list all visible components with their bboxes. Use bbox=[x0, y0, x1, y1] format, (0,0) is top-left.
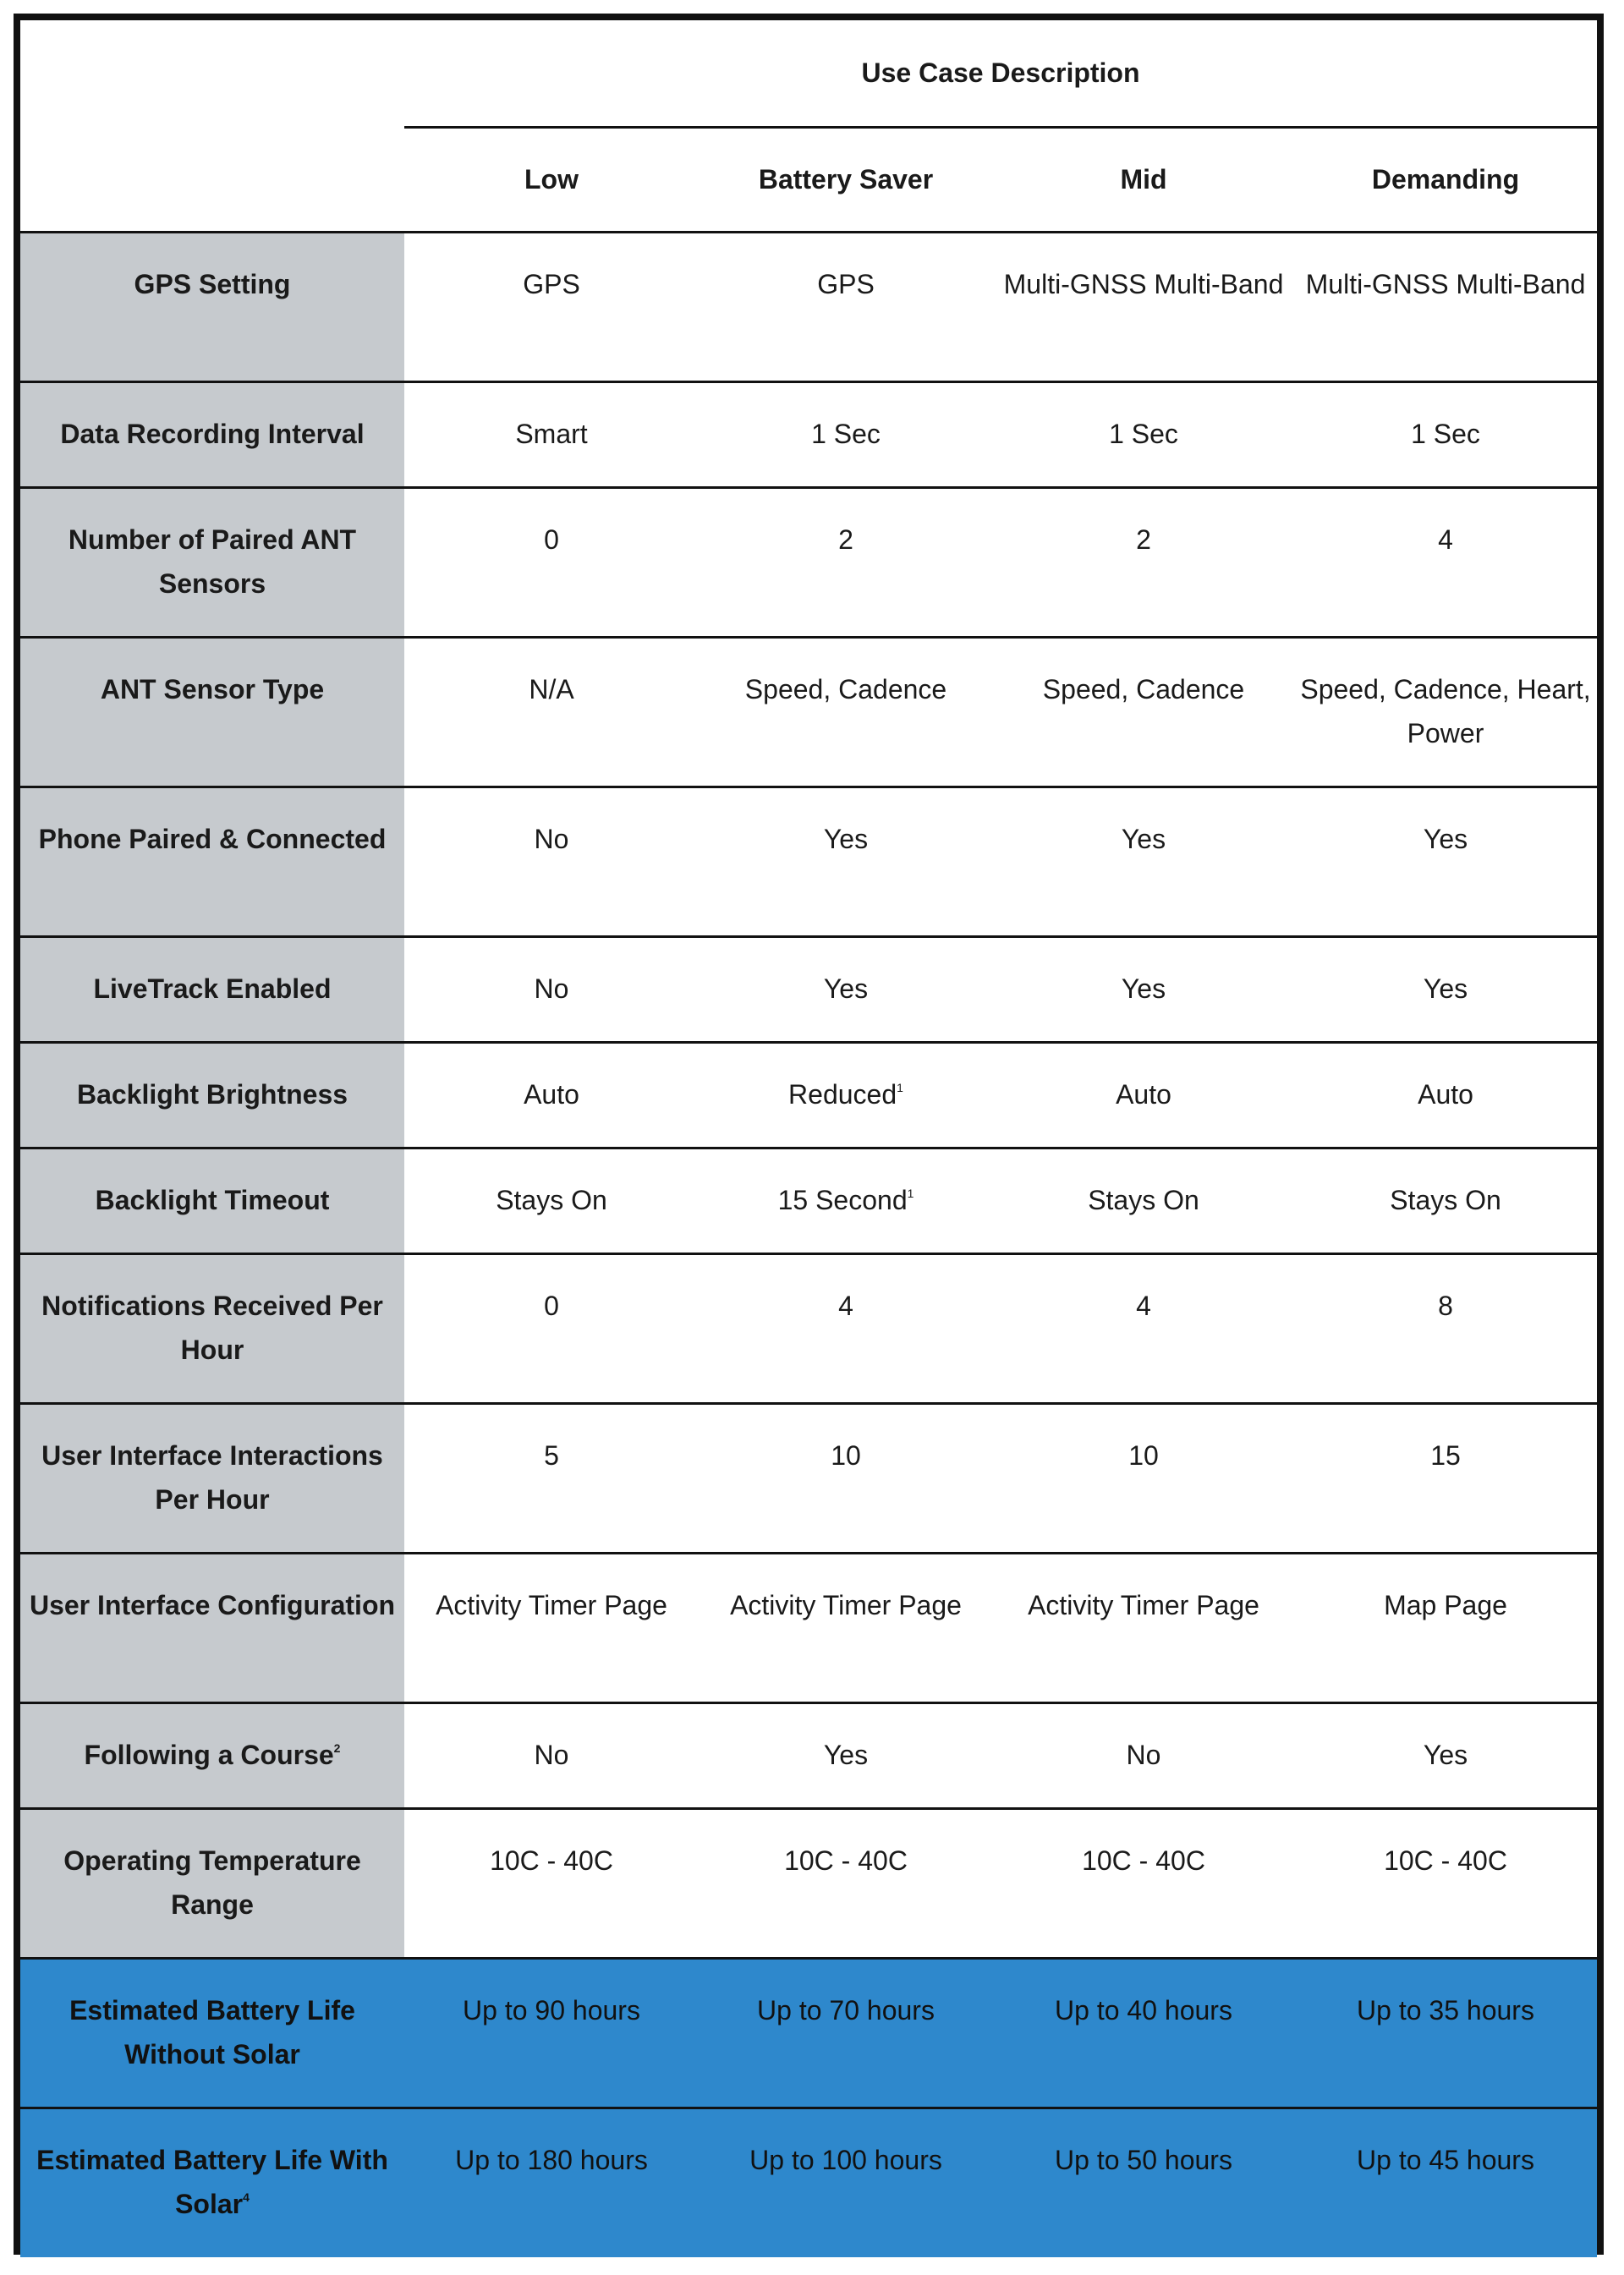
row-label: Backlight Timeout bbox=[20, 1148, 404, 1253]
table-row bbox=[20, 787, 1597, 936]
table-cell bbox=[699, 1148, 993, 1253]
table-row bbox=[20, 381, 1597, 487]
table-cell: Yes bbox=[699, 787, 993, 936]
table-cell: No bbox=[404, 1702, 699, 1808]
column-header-battery-saver: Battery Saver bbox=[699, 127, 993, 232]
table-cell: Activity Timer Page bbox=[699, 1553, 993, 1702]
table-cell: 8 bbox=[1294, 1253, 1597, 1403]
table-cell: GPS bbox=[699, 232, 993, 381]
row-label: User Interface Configuration bbox=[20, 1553, 404, 1702]
corner-cell bbox=[20, 20, 404, 127]
table-cell: Auto bbox=[1294, 1042, 1597, 1148]
table-cell: Yes bbox=[993, 936, 1294, 1042]
table-cell: Speed, Cadence, Heart, Power bbox=[1294, 637, 1597, 787]
table-cell: Up to 180 hours bbox=[404, 2108, 699, 2257]
row-label: Data Recording Interval bbox=[20, 381, 404, 487]
table-cell: 1 Sec bbox=[1294, 381, 1597, 487]
table-cell: Up to 90 hours bbox=[404, 1958, 699, 2108]
table-cell: Up to 100 hours bbox=[699, 2108, 993, 2257]
battery-life-table bbox=[20, 20, 1597, 2257]
table-cell: Activity Timer Page bbox=[404, 1553, 699, 1702]
table-row-highlight bbox=[20, 2108, 1597, 2257]
corner-cell bbox=[20, 127, 404, 232]
table-cell: 4 bbox=[699, 1253, 993, 1403]
row-label-text: Following a Course bbox=[84, 1739, 334, 1770]
table-cell: Yes bbox=[993, 787, 1294, 936]
table-cell: 4 bbox=[1294, 487, 1597, 637]
cell-text: 15 Second bbox=[777, 1184, 908, 1215]
table-cell: Map Page bbox=[1294, 1553, 1597, 1702]
row-label: Notifications Received Per Hour bbox=[20, 1253, 404, 1403]
table-row bbox=[20, 232, 1597, 381]
row-label-text: Estimated Battery Life With Solar bbox=[36, 2144, 388, 2219]
row-label: User Interface Interactions Per Hour bbox=[20, 1403, 404, 1553]
table-cell: 2 bbox=[993, 487, 1294, 637]
row-label: LiveTrack Enabled bbox=[20, 936, 404, 1042]
table-frame bbox=[14, 14, 1604, 2255]
column-header-demanding: Demanding bbox=[1294, 127, 1597, 232]
table-cell: Multi-GNSS Multi-Band bbox=[1294, 232, 1597, 381]
table-cell: Multi-GNSS Multi-Band bbox=[993, 232, 1294, 381]
table-cell: Stays On bbox=[1294, 1148, 1597, 1253]
row-label: Phone Paired & Connected bbox=[20, 787, 404, 936]
table-cell: No bbox=[404, 936, 699, 1042]
table-cell: 10C - 40C bbox=[699, 1808, 993, 1958]
column-header-low: Low bbox=[404, 127, 699, 232]
table-cell: GPS bbox=[404, 232, 699, 381]
group-header: Use Case Description bbox=[404, 20, 1597, 127]
table-cell: 10 bbox=[993, 1403, 1294, 1553]
table-row bbox=[20, 936, 1597, 1042]
table-cell: 10C - 40C bbox=[404, 1808, 699, 1958]
table-cell: Speed, Cadence bbox=[699, 637, 993, 787]
table-cell: Up to 50 hours bbox=[993, 2108, 1294, 2257]
table-row bbox=[20, 1403, 1597, 1553]
table-row bbox=[20, 1253, 1597, 1403]
cell-text: Reduced bbox=[788, 1078, 897, 1110]
table-cell: 0 bbox=[404, 487, 699, 637]
footnote-marker: 2 bbox=[333, 1741, 341, 1755]
table-cell: Stays On bbox=[993, 1148, 1294, 1253]
table-row bbox=[20, 1553, 1597, 1702]
table-cell: Speed, Cadence bbox=[993, 637, 1294, 787]
table-cell: 10C - 40C bbox=[993, 1808, 1294, 1958]
table-cell: 1 Sec bbox=[993, 381, 1294, 487]
table-cell: N/A bbox=[404, 637, 699, 787]
row-label: Backlight Brightness bbox=[20, 1042, 404, 1148]
row-label bbox=[20, 1702, 404, 1808]
table-cell: 10C - 40C bbox=[1294, 1808, 1597, 1958]
table-cell: Yes bbox=[1294, 1702, 1597, 1808]
table-row bbox=[20, 1808, 1597, 1958]
row-label bbox=[20, 2108, 404, 2257]
table-cell: Auto bbox=[993, 1042, 1294, 1148]
row-label: Estimated Battery Life Without Solar bbox=[20, 1958, 404, 2108]
column-header-mid: Mid bbox=[993, 127, 1294, 232]
table-row bbox=[20, 1702, 1597, 1808]
table-cell: 0 bbox=[404, 1253, 699, 1403]
footnote-marker: 1 bbox=[907, 1186, 914, 1200]
table-row bbox=[20, 637, 1597, 787]
table-row bbox=[20, 487, 1597, 637]
table-cell: 2 bbox=[699, 487, 993, 637]
table-cell bbox=[699, 1042, 993, 1148]
table-row bbox=[20, 1042, 1597, 1148]
table-cell: No bbox=[404, 787, 699, 936]
table-cell: Up to 40 hours bbox=[993, 1958, 1294, 2108]
table-cell: 1 Sec bbox=[699, 381, 993, 487]
table-cell: Yes bbox=[699, 936, 993, 1042]
table-cell: No bbox=[993, 1702, 1294, 1808]
table-cell: Activity Timer Page bbox=[993, 1553, 1294, 1702]
table-cell: 4 bbox=[993, 1253, 1294, 1403]
table-cell: Up to 70 hours bbox=[699, 1958, 993, 2108]
table-cell: Auto bbox=[404, 1042, 699, 1148]
table-cell: Smart bbox=[404, 381, 699, 487]
table-cell: Yes bbox=[1294, 787, 1597, 936]
table-row-highlight bbox=[20, 1958, 1597, 2108]
table-cell: Stays On bbox=[404, 1148, 699, 1253]
table-cell: Up to 35 hours bbox=[1294, 1958, 1597, 2108]
row-label: Operating Temperature Range bbox=[20, 1808, 404, 1958]
row-label: GPS Setting bbox=[20, 232, 404, 381]
table-cell: 10 bbox=[699, 1403, 993, 1553]
table-row bbox=[20, 1148, 1597, 1253]
footnote-marker: 4 bbox=[243, 2190, 250, 2204]
table-cell: Up to 45 hours bbox=[1294, 2108, 1597, 2257]
table-cell: 15 bbox=[1294, 1403, 1597, 1553]
footnote-marker: 1 bbox=[897, 1080, 903, 1094]
table-cell: 5 bbox=[404, 1403, 699, 1553]
row-label: Number of Paired ANT Sensors bbox=[20, 487, 404, 637]
table-cell: Yes bbox=[1294, 936, 1597, 1042]
table-cell: Yes bbox=[699, 1702, 993, 1808]
row-label: ANT Sensor Type bbox=[20, 637, 404, 787]
